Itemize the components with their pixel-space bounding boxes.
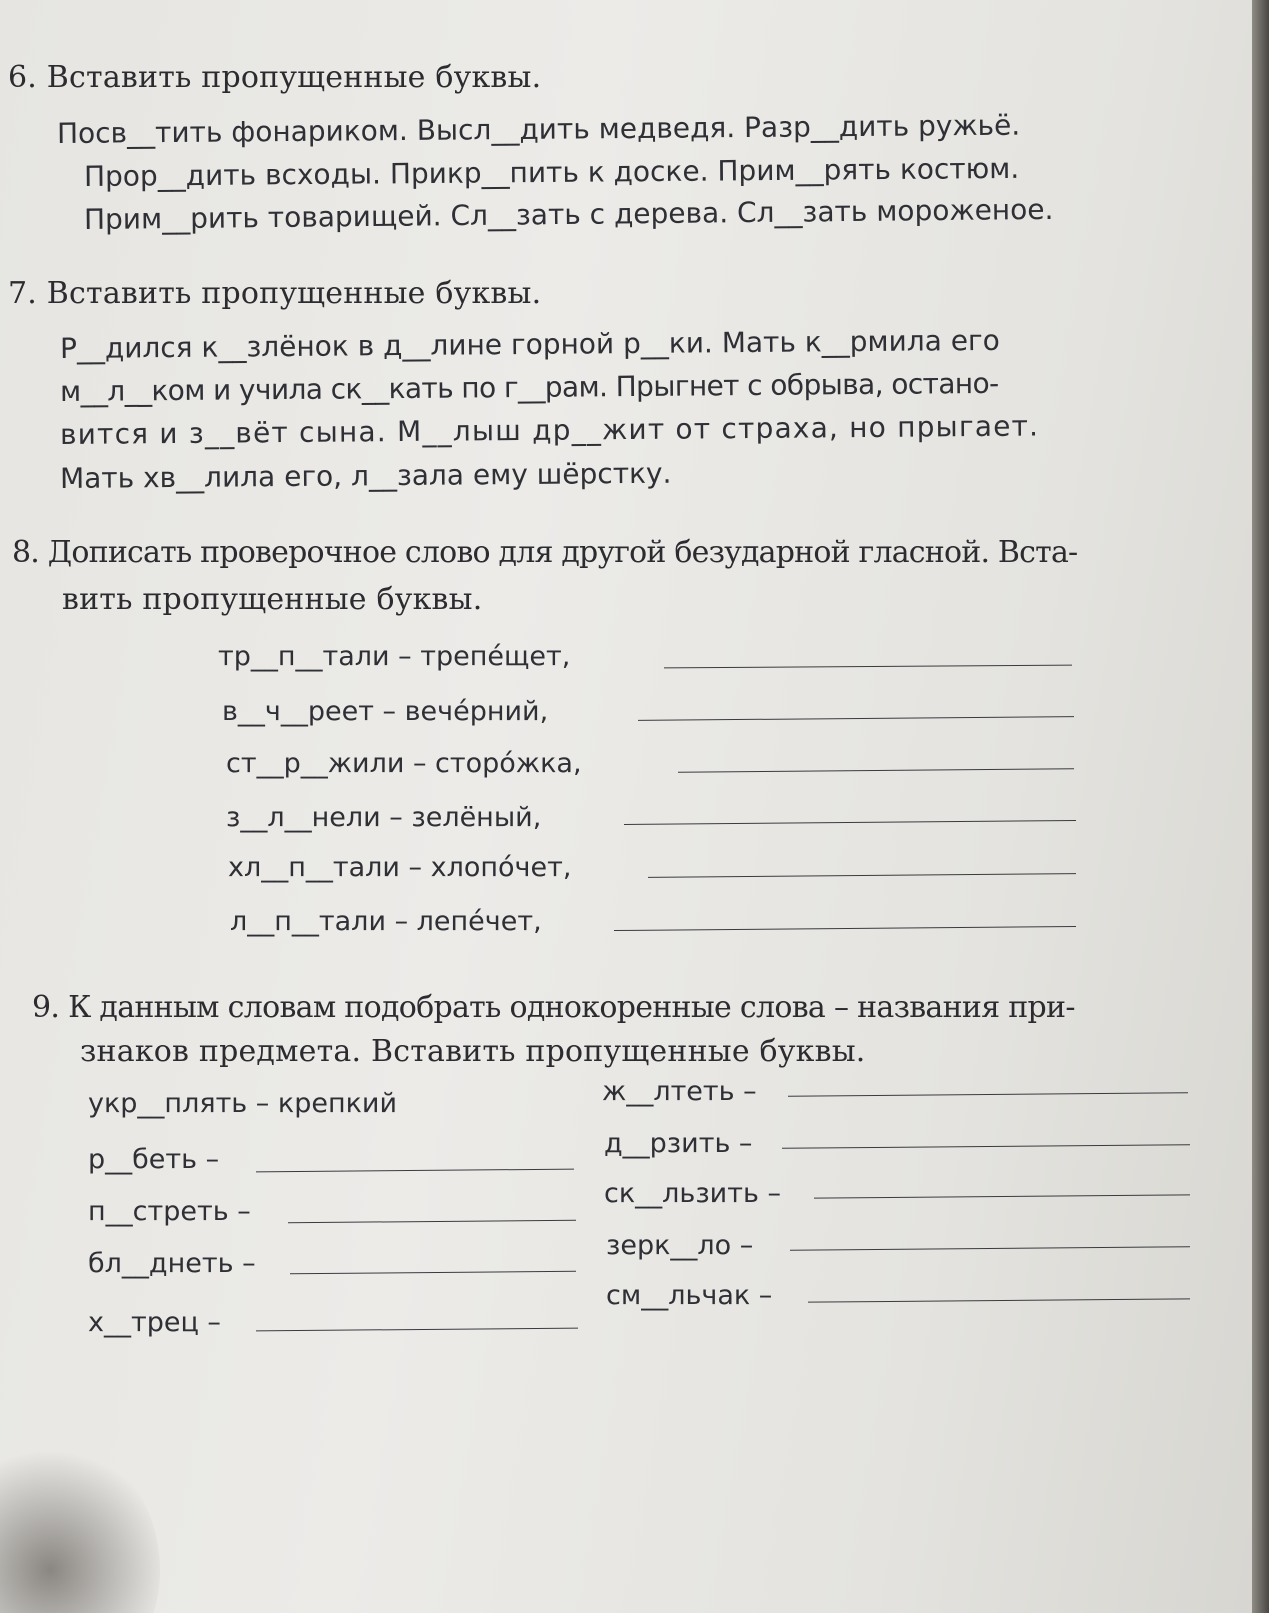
task-9-heading: К данным словам подобрать однокоренные слова – названия при-	[68, 990, 1075, 1025]
task-9-right-item: ск__льзить –	[604, 1178, 781, 1209]
answer-line[interactable]	[290, 1271, 576, 1274]
task-9-left-item: р__беть –	[88, 1144, 220, 1175]
answer-line[interactable]	[648, 873, 1076, 878]
task-8-item: ст__р__жили – сторо́жка,	[226, 748, 582, 779]
task-9-left-item: укр__плять – крепкий	[88, 1088, 397, 1119]
answer-line[interactable]	[288, 1220, 576, 1224]
task-7-line: Р__дился к__злёнок в д__лине горной р__ки. Мать к__рмила его	[59, 323, 1000, 365]
task-6-line: Прор__дить всходы. Прикр__пить к доске. Прим__рять костюм.	[83, 151, 1020, 193]
task-8-item: хл__п__тали – хлопо́чет,	[228, 852, 572, 883]
task-9-left-item: п__стреть –	[88, 1196, 251, 1227]
task-9-left-item: х__трец –	[88, 1307, 221, 1338]
answer-line[interactable]	[256, 1169, 574, 1173]
task-8-item: л__п__тали – лепе́чет,	[230, 906, 542, 937]
task-9-title-line-1	[32, 990, 1075, 1025]
task-6-number: 6.	[8, 60, 38, 95]
answer-line[interactable]	[782, 1144, 1190, 1149]
task-9-right-item: д__рзить –	[604, 1128, 753, 1159]
task-9-right-item: ж__лтеть –	[602, 1076, 757, 1107]
task-8-item: тр__п__тали – трепе́щет,	[218, 641, 571, 672]
task-6-line: Посв__тить фонариком. Высл__дить медведя. Разр__дить ружьё.	[56, 108, 1021, 150]
page-edge	[1252, 0, 1269, 1613]
task-7-heading: Вставить пропущенные буквы.	[46, 276, 542, 311]
task-6-title	[8, 60, 541, 95]
task-8-title-line-1	[12, 535, 1077, 570]
task-7-line: вится и з__вёт сына. М__лыш др__жит от страха, но прыгает.	[59, 409, 1040, 451]
answer-line[interactable]	[678, 768, 1074, 772]
task-7-number: 7.	[8, 276, 38, 311]
task-7-line: Мать хв__лила его, л__зала ему шёрстку.	[59, 456, 672, 495]
answer-line[interactable]	[790, 1246, 1190, 1250]
answer-line[interactable]	[256, 1328, 578, 1332]
answer-line[interactable]	[624, 820, 1076, 825]
task-7-title	[8, 276, 541, 311]
answer-line[interactable]	[814, 1194, 1190, 1198]
task-8-number: 8.	[12, 535, 40, 570]
answer-line[interactable]	[664, 665, 1072, 669]
task-9-right-item: зерк__ло –	[606, 1230, 754, 1261]
task-7-line: м__л__ком и учила ск__кать по г__рам. Прыгнет с обрыва, остано-	[59, 366, 999, 408]
shadow	[0, 1440, 160, 1613]
task-9-title-line-2: знаков предмета. Вставить пропущенные буквы.	[80, 1034, 866, 1069]
task-8-item: в__ч__реет – вече́рний,	[222, 696, 549, 727]
answer-line[interactable]	[788, 1092, 1188, 1096]
task-6-heading: Вставить пропущенные буквы.	[46, 60, 542, 95]
task-8-item: з__л__нели – зелёный,	[226, 802, 542, 833]
task-6-line: Прим__рить товарищей. Сл__зать с дерева. Сл__зать мороженое.	[83, 192, 1054, 236]
task-8-heading: Дописать проверочное слово для другой безударной гласной. Вста-	[47, 535, 1078, 570]
task-8-title-line-2: вить пропущенные буквы.	[62, 582, 483, 617]
answer-line[interactable]	[638, 716, 1074, 721]
answer-line[interactable]	[808, 1298, 1190, 1302]
task-9-right-item: см__льчак –	[606, 1280, 773, 1311]
task-9-number: 9.	[32, 990, 60, 1025]
answer-line[interactable]	[614, 926, 1076, 931]
task-9-left-item: бл__днеть –	[88, 1248, 256, 1279]
